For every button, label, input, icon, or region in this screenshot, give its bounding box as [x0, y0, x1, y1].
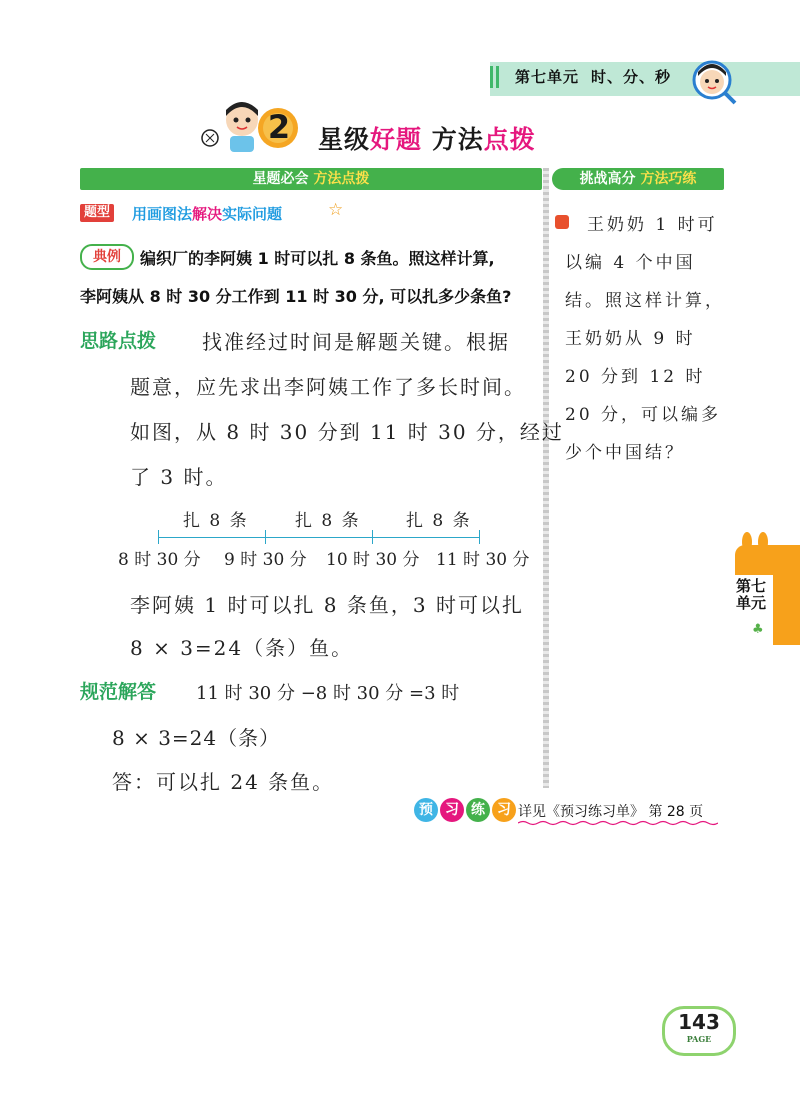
header-bars-decoration — [490, 66, 504, 88]
title-part4: 点拨 — [483, 125, 536, 154]
right-bar-text-b: 方法巧练 — [640, 171, 697, 187]
practice-question: 王奶奶 1 时可以编 4 个中国结。照这样计算，王奶奶从 9 时 20 分到 12 时 20 分，可以编多少个中国结？ — [565, 215, 725, 463]
question-type-tag: 题型 — [80, 204, 114, 222]
conclusion-line2: 8 × 3=24（条）鱼。 — [130, 636, 354, 660]
tag-text-p1: 用画图法 — [132, 205, 193, 223]
timeline-segment-label: 扎 8 条 — [295, 511, 361, 531]
unit-side-tab-label: 第七单元 — [735, 577, 766, 612]
badge-char: 预 — [414, 798, 438, 822]
title-part1: 星级 — [318, 125, 371, 154]
title-number: 2 — [267, 108, 291, 146]
title-part3: 方法 — [422, 125, 484, 154]
solution-heading: 规范解答 — [80, 681, 157, 703]
left-section-title — [80, 168, 542, 190]
timeline-time-label: 9 时 30 分 — [224, 550, 307, 570]
timeline-tick — [265, 530, 266, 544]
timeline-segment-label: 扎 8 条 — [406, 511, 472, 531]
analysis-line4: 了 3 时。 — [130, 465, 228, 489]
timeline-line — [158, 537, 480, 538]
title-part2: 好题 — [370, 125, 423, 154]
right-section-title — [552, 168, 724, 190]
solution-line2: 8 × 3=24（条） — [112, 726, 281, 750]
example-badge — [80, 244, 134, 270]
timeline-segment-label: 扎 8 条 — [183, 511, 249, 531]
badge-char: 习 — [440, 798, 464, 822]
badge-char: 练 — [466, 798, 490, 822]
solution-answer: 答：可以扎 24 条鱼。 — [112, 770, 335, 794]
question-type-text — [132, 203, 282, 224]
conclusion-line1: 李阿姨 1 时可以扎 8 条鱼，3 时可以扎 — [130, 593, 524, 617]
left-bar-text-a: 星题必会 — [252, 171, 314, 187]
timeline-time-label: 10 时 30 分 — [326, 550, 420, 570]
badge-char: 习 — [492, 798, 516, 822]
analysis-line2: 题意，应先求出李阿姨工作了多长时间。 — [130, 375, 526, 399]
chapter-name: 第七单元 — [515, 68, 580, 86]
analysis-line1: 找准经过时间是解题关键。根据 — [202, 330, 510, 354]
tag-text-p3: 实际问题 — [222, 205, 283, 223]
example-text-line1: 编织厂的李阿姨 1 时可以扎 8 条鱼。照这样计算, — [140, 249, 495, 268]
left-bar-text-b: 方法点拨 — [313, 171, 370, 187]
timeline-tick — [158, 530, 159, 544]
timeline-tick — [372, 530, 373, 544]
chapter-topic: 时、分、秒 — [591, 68, 672, 86]
footer-reference: 详见《预习练习单》 第 28 页 — [518, 804, 704, 820]
clover-icon: ♣ — [752, 622, 764, 637]
analysis-heading: 思路点拨 — [80, 330, 157, 352]
page-number: 143 — [678, 1010, 720, 1034]
preview-practice-badge — [414, 798, 518, 826]
star-icon: ☆ — [328, 200, 344, 220]
example-badge-label: 典例 — [93, 249, 121, 265]
mascot-magnifier-icon — [690, 58, 738, 106]
analysis-line3: 如图，从 8 时 30 分到 11 时 30 分，经过 — [130, 420, 564, 444]
timeline-tick — [479, 530, 480, 544]
page-label: PAGE — [686, 1034, 712, 1044]
example-text-line2: 李阿姨从 8 时 30 分工作到 11 时 30 分, 可以扎多少条鱼? — [80, 287, 512, 306]
timeline-time-label: 8 时 30 分 — [118, 550, 201, 570]
timeline-time-label: 11 时 30 分 — [436, 550, 530, 570]
right-bar-text-a: 挑战高分 — [579, 171, 641, 187]
page-title — [318, 120, 536, 156]
tag-text-p2: 解决 — [192, 205, 223, 223]
column-divider — [543, 168, 549, 788]
solution-line1: 11 时 30 分 −8 时 30 分 =3 时 — [196, 683, 460, 704]
chapter-heading — [515, 66, 671, 87]
wave-underline — [518, 820, 718, 826]
